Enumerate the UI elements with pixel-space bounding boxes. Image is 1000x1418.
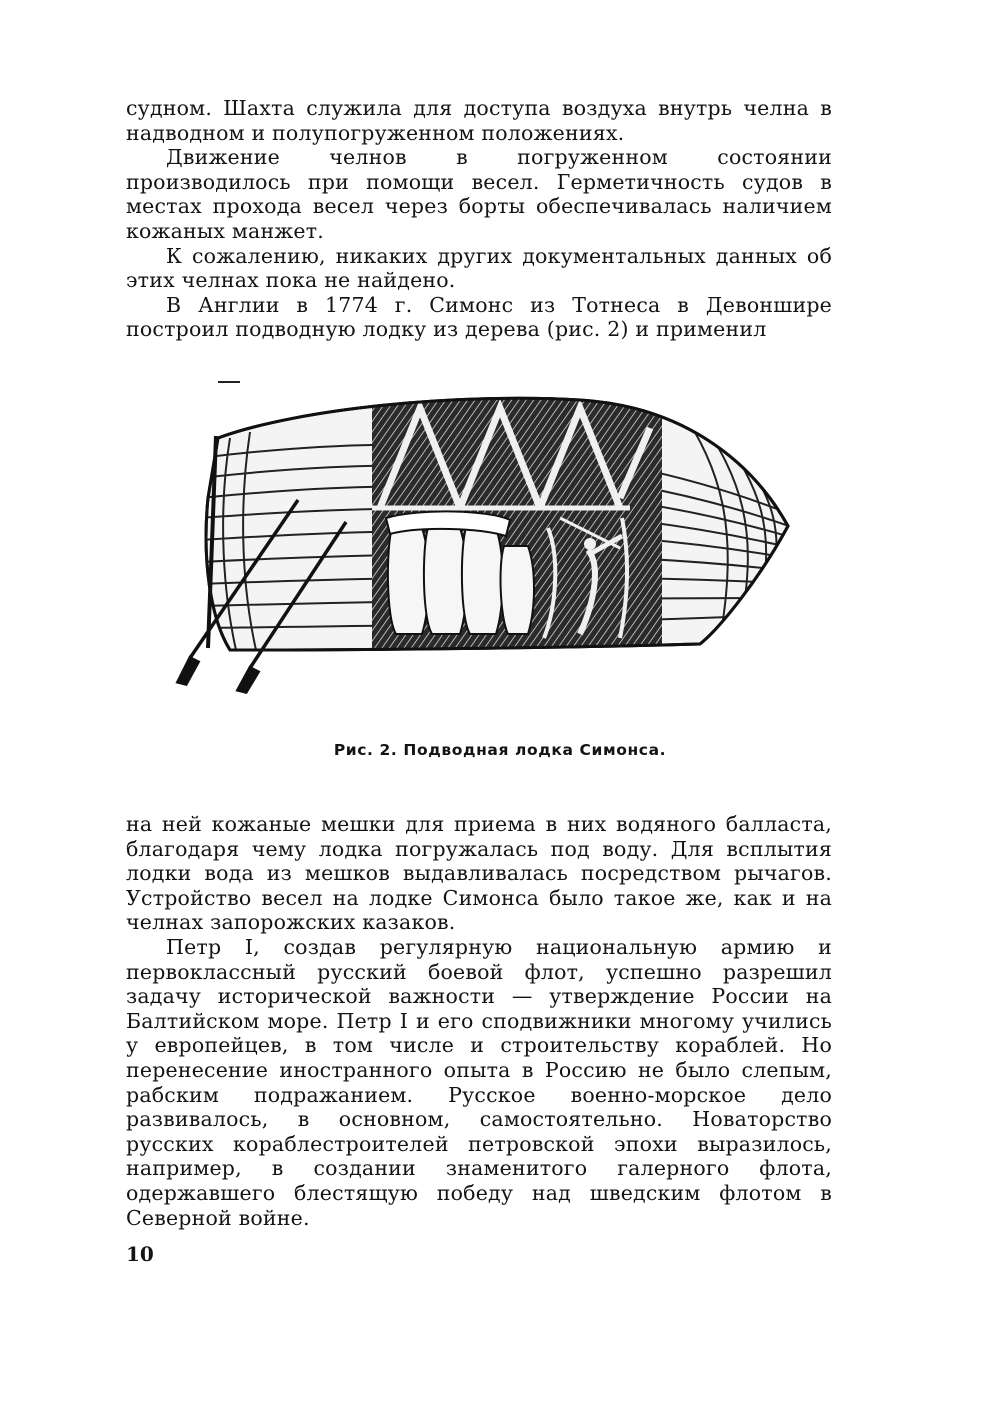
paragraph: В Англии в 1774 г. Симонс из Тотнеса в Девоншире построил подводную лодку из дерева (рис. 2) и применил — [126, 292, 832, 342]
paragraph: Петр I, создав регулярную национальную армию и первоклассный русский боевой флот, успешно разрешил задачу исторической важности — утверждение России на Балтийском море. Петр I и его сподвижники многому учились у европейцев, в том числе и строительству кораблей. Но перенесение иностранного опыта в Россию не было слепым, рабским подражанием. Русское военно-морское дело развивалось, в основном, самостоятельно. Новаторство русских кораблестроителей петровской эпохи выразилось, например, в создании знаменитого галерного флота, одержавшего блестящую победу над шведским флотом в Северной войне. — [126, 934, 832, 1230]
submarine-figure — [160, 368, 800, 708]
paragraph: Движение челнов в погруженном состоянии производилось при помощи весел. Герметичность судов в местах прохода весел через борты обеспечивалась наличием кожаных манжет. — [126, 145, 832, 243]
top-text-block — [126, 96, 832, 342]
paragraph: К сожалению, никаких других документальных данных об этих челнах пока не найдено. — [126, 243, 832, 293]
figure-caption: Рис. 2. Подводная лодка Симонса. — [333, 741, 667, 759]
bottom-text-block — [126, 812, 832, 1230]
page-number: 10 — [126, 1242, 154, 1266]
paragraph: на ней кожаные мешки для приема в них водяного балласта, благодаря чему лодка погружалась под воду. Для всплытия лодки вода из мешков выдавливалась посредством рычагов. Устройство весел на лодке Симонса было такое же, как и на челнах запорожских казаков. — [126, 812, 832, 935]
submarine-illustration-icon — [160, 368, 800, 708]
paragraph: судном. Шахта служила для доступа воздуха внутрь челна в надводном и полупогруженном положениях. — [126, 96, 832, 145]
